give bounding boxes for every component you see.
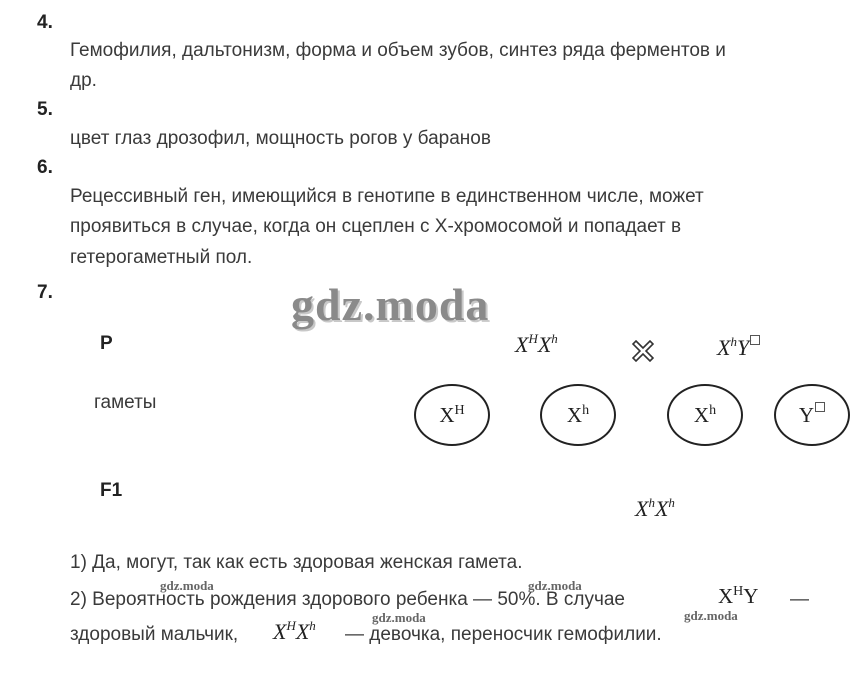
- father-genotype: $X^hY$: [717, 334, 760, 361]
- answer-2-part-1: 2) Вероятность рождения здорового ребенка — 50%. В случае: [70, 589, 625, 610]
- item-number: 4.: [37, 12, 53, 33]
- f1-label: F1: [100, 480, 123, 501]
- gametes-label: гаметы: [94, 392, 157, 413]
- answer-2-genotype-female: $X^HX^h$: [273, 618, 316, 644]
- watermark-small: gdz.moda: [684, 608, 738, 623]
- f1-genotype: $X^hX^h$: [635, 495, 675, 521]
- watermark-small: gdz.moda: [372, 610, 426, 625]
- item-text-line: др.: [70, 70, 97, 91]
- item-number: 5.: [37, 99, 53, 120]
- item-number: 6.: [37, 157, 53, 178]
- answer-2-dash: —: [790, 589, 809, 610]
- watermark-small: gdz.moda: [528, 578, 582, 593]
- gamete-circle: Y: [774, 384, 850, 446]
- cross-icon: [632, 340, 654, 362]
- watermark: gdz.moda: [291, 279, 490, 330]
- gamete-circle: $X^H$: [414, 384, 490, 446]
- empty-box-icon: [750, 335, 760, 345]
- empty-box-icon: [815, 402, 825, 412]
- item-text-line: Рецессивный ген, имеющийся в генотипе в единственном числе, может: [70, 186, 704, 207]
- item-text-line: цвет глаз дрозофил, мощность рогов у баранов: [70, 128, 491, 149]
- answer-2-part-3: — девочка, переносчик гемофилии.: [345, 624, 662, 645]
- watermark-small: gdz.moda: [160, 578, 214, 593]
- gamete-circle: $X^h$: [667, 384, 743, 446]
- answer-2-part-2: здоровый мальчик,: [70, 624, 239, 645]
- item-text-line: проявиться в случае, когда он сцеплен с Х-хромосомой и попадает в: [70, 216, 682, 237]
- item-text-line: гетерогаметный пол.: [70, 247, 253, 268]
- gamete-circle: $X^h$: [540, 384, 616, 446]
- item-text-line: Гемофилия, дальтонизм, форма и объем зубов, синтез ряда ферментов и: [70, 40, 726, 61]
- p-label: P: [100, 333, 113, 354]
- answer-2-genotype-male: $X^HY$: [718, 584, 759, 608]
- item-number: 7.: [37, 282, 53, 303]
- mother-genotype: $X^HX^h$: [515, 331, 558, 357]
- answer-1: 1) Да, могут, так как есть здоровая женская гамета.: [70, 552, 523, 573]
